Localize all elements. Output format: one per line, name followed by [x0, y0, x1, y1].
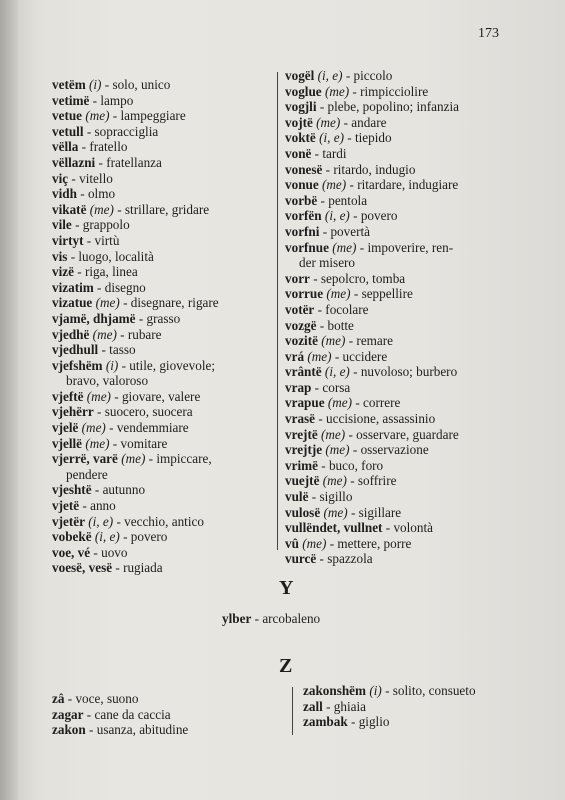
- entry-headword: voe, vé: [52, 544, 91, 560]
- dictionary-entry: vrimë - buco, foro: [285, 457, 384, 473]
- entry-translation: volontà: [393, 520, 434, 536]
- entry-headword: vorfni: [285, 223, 320, 239]
- entry-translation: correre: [363, 395, 401, 411]
- entry-grammar-marker: (i): [369, 683, 382, 698]
- entry-translation: tasso: [109, 342, 136, 358]
- entry-translation: solito, consueto: [392, 683, 476, 698]
- entry-headword: vorfnue: [285, 239, 329, 255]
- entry-headword: vrimë: [285, 457, 318, 473]
- entry-headword: vrasë: [285, 411, 316, 427]
- entry-translation: plebe, popolino; infanzia: [327, 99, 459, 115]
- dictionary-entry: vjelë (me) - vendemmiare: [52, 420, 189, 436]
- dictionary-entry: zall - ghiaia: [303, 698, 367, 714]
- dictionary-entry: vobekë (i, e) - povero: [52, 529, 168, 545]
- section-letter-y: Y: [279, 577, 294, 599]
- entry-headword: vû: [285, 535, 299, 551]
- dictionary-entry: vjetër (i, e) - vecchio, antico: [52, 513, 204, 529]
- entry-translation: povertà: [330, 223, 370, 239]
- entry-headword: vikatë: [52, 201, 87, 217]
- entry-translation: solo, unico: [112, 77, 171, 92]
- entry-translation: remare: [356, 333, 394, 349]
- entry-translation: vecchio, antico: [124, 513, 204, 529]
- entry-translation: fratello: [89, 139, 128, 155]
- entry-translation: tiepido: [354, 130, 392, 146]
- dictionary-entry: vjeshtë - autunno: [52, 482, 146, 498]
- entry-grammar-marker: (me): [324, 83, 350, 99]
- entry-headword: vonue: [285, 177, 319, 193]
- entry-grammar-marker: (me): [323, 504, 348, 520]
- entry-headword: vulosë: [285, 504, 321, 520]
- dictionary-entry: zâ - voce, suono: [52, 691, 139, 706]
- entry-translation: seppellire: [361, 286, 413, 302]
- entry-translation: impiccare,: [156, 451, 212, 467]
- dictionary-entry: vû (me) - mettere, porre: [285, 535, 412, 551]
- dictionary-entry: vrap - corsa: [285, 379, 351, 395]
- section-y-entries: [222, 611, 472, 627]
- entry-headword: vjeftë: [52, 388, 84, 404]
- dictionary-entry: vis - luogo, località: [52, 248, 154, 264]
- entry-translation: pentola: [328, 192, 368, 208]
- entry-headword: vozgë: [285, 317, 317, 333]
- entry-translation: voce, suono: [75, 691, 139, 706]
- entry-headword: vizë: [52, 264, 74, 280]
- entry-grammar-marker: (i): [88, 77, 102, 92]
- entry-translation: disegno: [104, 279, 146, 295]
- dictionary-entry: vozitë (me) - remare: [285, 333, 394, 349]
- entry-grammar-marker: (me): [81, 420, 106, 436]
- dictionary-entry: vorfën (i, e) - povero: [285, 208, 398, 224]
- entry-translation: osservare, guardare: [356, 426, 459, 442]
- entry-headword: vëlla: [52, 139, 79, 155]
- entry-translation: spazzola: [327, 551, 373, 567]
- entry-grammar-marker: (i): [105, 357, 119, 373]
- dictionary-entry: vetull - sopracciglia: [52, 123, 159, 139]
- entry-translation: luogo, località: [78, 248, 154, 264]
- entry-headword: vorr: [285, 270, 310, 286]
- dictionary-entry: vonue (me) - ritardare, indugiare: [285, 177, 459, 193]
- entry-translation: arcobaleno: [262, 611, 321, 626]
- entry-grammar-marker: (i, e): [94, 529, 120, 545]
- dictionary-entry: vëllazni - fratellanza: [52, 154, 162, 170]
- entry-translation: impoverire, ren-: [367, 239, 454, 255]
- entry-headword: vëllazni: [52, 154, 96, 170]
- entry-headword: vetull: [52, 123, 84, 139]
- dictionary-entry: vulosë (me) - sigillare: [285, 504, 402, 520]
- entry-translation: sigillare: [358, 504, 402, 520]
- entry-translation: disegnare, rigare: [130, 295, 219, 311]
- entry-translation: autunno: [102, 482, 146, 498]
- entry-headword: zall: [303, 698, 323, 714]
- entry-translation: nuvoloso; burbero: [360, 364, 458, 380]
- dictionary-entry: vorr - sepolcro, tomba: [285, 270, 406, 286]
- dictionary-entry: vulë - sigillo: [285, 489, 353, 505]
- dictionary-entry: viç - vitello: [52, 170, 113, 186]
- dictionary-entry: vojtë (me) - andare: [285, 114, 387, 130]
- entry-grammar-marker: (me): [322, 473, 347, 489]
- dictionary-entry: vetëm (i) - solo, unico: [52, 77, 171, 92]
- entry-headword: vrá: [285, 348, 305, 364]
- entry-translation: osservazione: [360, 442, 429, 458]
- entry-grammar-marker: (me): [327, 395, 353, 411]
- entry-headword: vogjli: [285, 99, 317, 115]
- entry-headword: virtyt: [52, 232, 84, 248]
- entry-headword: voesë, vesë: [52, 560, 113, 576]
- entry-translation: ritardo, indugio: [333, 161, 416, 177]
- entry-translation: sopracciglia: [94, 123, 159, 139]
- entry-headword: vogël: [285, 68, 315, 83]
- entry-headword: vetimë: [52, 92, 90, 108]
- dictionary-entry: vjedhë (me) - rubare: [52, 326, 162, 342]
- entry-translation: soffrire: [357, 473, 397, 489]
- section-z-right-entries: [303, 683, 553, 730]
- entry-headword: vojtë: [285, 114, 313, 130]
- entry-headword: vjerrë, varë: [52, 451, 118, 467]
- entry-headword: vidh: [52, 186, 77, 202]
- entry-grammar-marker: (me): [326, 286, 351, 302]
- entry-grammar-marker: (me): [85, 108, 110, 124]
- dictionary-entry: zambak - giglio: [303, 714, 390, 730]
- dictionary-entry: vorfni - povertà: [285, 223, 370, 239]
- entry-headword: vile: [52, 217, 72, 233]
- dictionary-entry: votër - focolare: [285, 301, 369, 317]
- entry-translation: buco, foro: [328, 457, 384, 473]
- entry-headword: voktë: [285, 130, 316, 146]
- entry-translation: rugiada: [123, 560, 163, 576]
- entry-translation: vomitare: [120, 435, 168, 451]
- dictionary-entry: vrejtë (me) - osservare, guardare: [285, 426, 459, 442]
- dictionary-entry: vikatë (me) - strillare, gridare: [52, 201, 210, 217]
- dictionary-entry: vozgë - botte: [285, 317, 354, 333]
- entry-translation: lampeggiare: [120, 108, 186, 124]
- entry-headword: zakonshëm: [303, 683, 367, 698]
- entry-headword: vjefshëm: [52, 357, 103, 373]
- entry-translation: uccisione, assassinio: [326, 411, 436, 427]
- entry-headword: vrejtje: [285, 442, 323, 458]
- dictionary-entry: vjetë - anno: [52, 498, 116, 514]
- entry-headword: vorrue: [285, 286, 324, 302]
- entry-headword: viç: [52, 170, 69, 186]
- entry-headword: zambak: [303, 714, 348, 730]
- left-column: [52, 77, 277, 576]
- entry-grammar-marker: (i, e): [317, 68, 343, 83]
- entry-grammar-marker: (i, e): [324, 364, 350, 380]
- entry-translation-continuation: bravo, valoroso: [66, 373, 149, 389]
- entry-translation: grappolo: [82, 217, 130, 233]
- entry-translation: povero: [360, 208, 398, 224]
- entry-translation: ghiaia: [333, 698, 367, 714]
- dictionary-entry: vorrue (me) - seppellire: [285, 286, 413, 302]
- entry-grammar-marker: (me): [86, 388, 111, 404]
- entry-headword: vis: [52, 248, 68, 264]
- entry-translation: focolare: [325, 301, 369, 317]
- entry-translation: ritardare, indugiare: [357, 177, 459, 193]
- dictionary-entry: virtyt - virtù: [52, 232, 120, 248]
- dictionary-entry: vonesë - ritardo, indugio: [285, 161, 416, 177]
- dictionary-entry: vorfnue (me) - impoverire, ren- der misero: [285, 240, 541, 271]
- entry-translation: vitello: [79, 170, 113, 186]
- entry-headword: vurcë: [285, 551, 317, 567]
- entry-headword: vrapue: [285, 395, 325, 411]
- entry-grammar-marker: (me): [332, 239, 357, 255]
- entry-translation: sepolcro, tomba: [320, 270, 406, 286]
- entry-translation: sigillo: [319, 489, 353, 505]
- dictionary-entry: zakonshëm (i) - solito, consueto: [303, 683, 476, 698]
- entry-headword: vjeshtë: [52, 482, 92, 498]
- entry-headword: vjellë: [52, 435, 83, 451]
- dictionary-entry: zagar - cane da caccia: [52, 706, 171, 722]
- entry-grammar-marker: (me): [85, 435, 110, 451]
- dictionary-entry: vorbë - pentola: [285, 192, 368, 208]
- entry-translation: suocero, suocera: [104, 404, 193, 420]
- dictionary-entry: vile - grappolo: [52, 217, 130, 233]
- dictionary-entry: vjerrë, varë (me) - impiccare, pendere: [52, 451, 277, 482]
- entry-grammar-marker: (me): [92, 326, 117, 342]
- section-letter-z: Z: [279, 655, 293, 677]
- right-column: [285, 68, 541, 567]
- entry-translation: uovo: [101, 544, 128, 560]
- column-divider: [277, 72, 278, 550]
- section-z-left-entries: [52, 691, 282, 738]
- dictionary-entry: vizatue (me) - disegnare, rigare: [52, 295, 219, 311]
- dictionary-entry: vizatim - disegno: [52, 279, 146, 295]
- entry-headword: votër: [285, 301, 315, 317]
- dictionary-entry: vjefshëm (i) - utile, giovevole; bravo, valoroso: [52, 358, 277, 389]
- entry-headword: vrejtë: [285, 426, 318, 442]
- entry-grammar-marker: (i, e): [88, 513, 114, 529]
- dictionary-entry: vonë - tardi: [285, 145, 347, 161]
- entry-translation: corsa: [322, 379, 351, 395]
- entry-translation: anno: [90, 498, 116, 514]
- entry-translation: vendemmiare: [116, 420, 189, 436]
- column-divider-z: [292, 687, 293, 735]
- entry-headword: zâ: [52, 691, 65, 706]
- dictionary-entry: vjellë (me) - vomitare: [52, 435, 168, 451]
- dictionary-entry: vetimë - lampo: [52, 92, 134, 108]
- dictionary-entry: vullëndet, vullnet - volontà: [285, 520, 434, 536]
- dictionary-entry: vrântë (i, e) - nuvoloso; burbero: [285, 364, 458, 380]
- dictionary-entry: vrapue (me) - correre: [285, 395, 401, 411]
- entry-headword: ylber: [222, 611, 252, 626]
- entry-translation: botte: [327, 317, 354, 333]
- dictionary-entry: vjeftë (me) - giovare, valere: [52, 388, 201, 404]
- entry-headword: vetue: [52, 108, 83, 124]
- dictionary-entry: vurcë - spazzola: [285, 551, 373, 567]
- entry-headword: vjelë: [52, 420, 79, 436]
- entry-headword: vorfën: [285, 208, 322, 224]
- dictionary-entry: vrá (me) - uccidere: [285, 348, 388, 364]
- entry-grammar-marker: (me): [302, 535, 327, 551]
- entry-grammar-marker: (me): [322, 177, 347, 193]
- entry-translation: andare: [351, 114, 387, 130]
- entry-translation-continuation: pendere: [66, 466, 108, 482]
- entry-headword: vjetë: [52, 498, 80, 514]
- entry-grammar-marker: (me): [89, 201, 114, 217]
- entry-grammar-marker: (me): [121, 451, 146, 467]
- dictionary-entry: vuejtë (me) - soffrire: [285, 473, 397, 489]
- dictionary-entry: voglue (me) - rimpicciolire: [285, 83, 429, 99]
- entry-grammar-marker: (me): [321, 426, 346, 442]
- dictionary-entry: ylber - arcobaleno: [222, 611, 321, 626]
- entry-translation: virtù: [94, 232, 120, 248]
- dictionary-entry: vetue (me) - lampeggiare: [52, 108, 186, 124]
- entry-translation: fratellanza: [106, 154, 162, 170]
- entry-translation: grasso: [146, 310, 181, 326]
- entry-grammar-marker: (me): [95, 295, 120, 311]
- entry-headword: vjamë, dhjamë: [52, 310, 136, 326]
- entry-headword: vjetër: [52, 513, 85, 529]
- entry-headword: vozitë: [285, 333, 318, 349]
- entry-headword: zakon: [52, 722, 86, 738]
- entry-translation: rimpicciolire: [360, 83, 429, 99]
- entry-translation: strillare, gridare: [124, 201, 210, 217]
- entry-headword: voglue: [285, 83, 322, 99]
- entry-headword: vizatue: [52, 295, 93, 311]
- entry-grammar-marker: (me): [316, 114, 341, 130]
- dictionary-entry: vogël (i, e) - piccolo: [285, 68, 393, 83]
- entry-headword: vjedhë: [52, 326, 90, 342]
- entry-translation: olmo: [87, 186, 116, 202]
- entry-grammar-marker: (me): [325, 442, 350, 458]
- dictionary-entry: zakon - usanza, abitudine: [52, 722, 189, 738]
- entry-translation: usanza, abitudine: [96, 722, 189, 738]
- entry-headword: vjehërr: [52, 404, 94, 420]
- dictionary-entry: voktë (i, e) - tiepido: [285, 130, 392, 146]
- entry-translation-continuation: der misero: [299, 255, 356, 271]
- entry-headword: vorbë: [285, 192, 318, 208]
- entry-grammar-marker: (me): [307, 348, 332, 364]
- entry-headword: zagar: [52, 706, 84, 722]
- dictionary-entry: vjamë, dhjamë - grasso: [52, 310, 181, 326]
- dictionary-entry: vjehërr - suocero, suocera: [52, 404, 193, 420]
- entry-headword: vullëndet, vullnet: [285, 520, 383, 536]
- book-spine-shadow: [0, 0, 18, 800]
- dictionary-entry: voesë, vesë - rugiada: [52, 560, 163, 576]
- entry-translation: piccolo: [353, 68, 393, 83]
- entry-grammar-marker: (i, e): [319, 130, 344, 146]
- entry-headword: vonë: [285, 145, 312, 161]
- entry-headword: vulë: [285, 489, 309, 505]
- entry-headword: vrap: [285, 379, 312, 395]
- dictionary-entry: vëlla - fratello: [52, 139, 128, 155]
- dictionary-entry: vjedhull - tasso: [52, 342, 136, 358]
- dictionary-entry: voe, vé - uovo: [52, 544, 128, 560]
- page-number: 173: [478, 26, 499, 41]
- entry-grammar-marker: (me): [321, 333, 346, 349]
- entry-headword: vetëm: [52, 77, 86, 92]
- dictionary-entry: vidh - olmo: [52, 186, 116, 202]
- entry-translation: cane da caccia: [94, 706, 171, 722]
- entry-translation: rubare: [127, 326, 162, 342]
- entry-headword: vizatim: [52, 279, 94, 295]
- entry-grammar-marker: (i, e): [324, 208, 350, 224]
- entry-headword: vonesë: [285, 161, 323, 177]
- entry-translation: riga, linea: [84, 264, 138, 280]
- entry-headword: vuejtë: [285, 473, 320, 489]
- entry-translation: utile, giovevole;: [129, 357, 215, 373]
- entry-headword: vjedhull: [52, 342, 99, 358]
- dictionary-entry: vogjli - plebe, popolino; infanzia: [285, 99, 459, 115]
- entry-translation: mettere, porre: [337, 535, 412, 551]
- entry-headword: vrântë: [285, 364, 322, 380]
- dictionary-entry: vrejtje (me) - osservazione: [285, 442, 429, 458]
- entry-translation: giglio: [358, 714, 390, 730]
- entry-translation: tardi: [322, 145, 347, 161]
- dictionary-entry: vizë - riga, linea: [52, 264, 138, 280]
- dictionary-entry: vrasë - uccisione, assassinio: [285, 411, 436, 427]
- entry-headword: vobekë: [52, 529, 92, 545]
- entry-translation: uccidere: [342, 348, 388, 364]
- entry-translation: povero: [130, 529, 168, 545]
- entry-translation: giovare, valere: [121, 388, 201, 404]
- entry-translation: lampo: [100, 92, 134, 108]
